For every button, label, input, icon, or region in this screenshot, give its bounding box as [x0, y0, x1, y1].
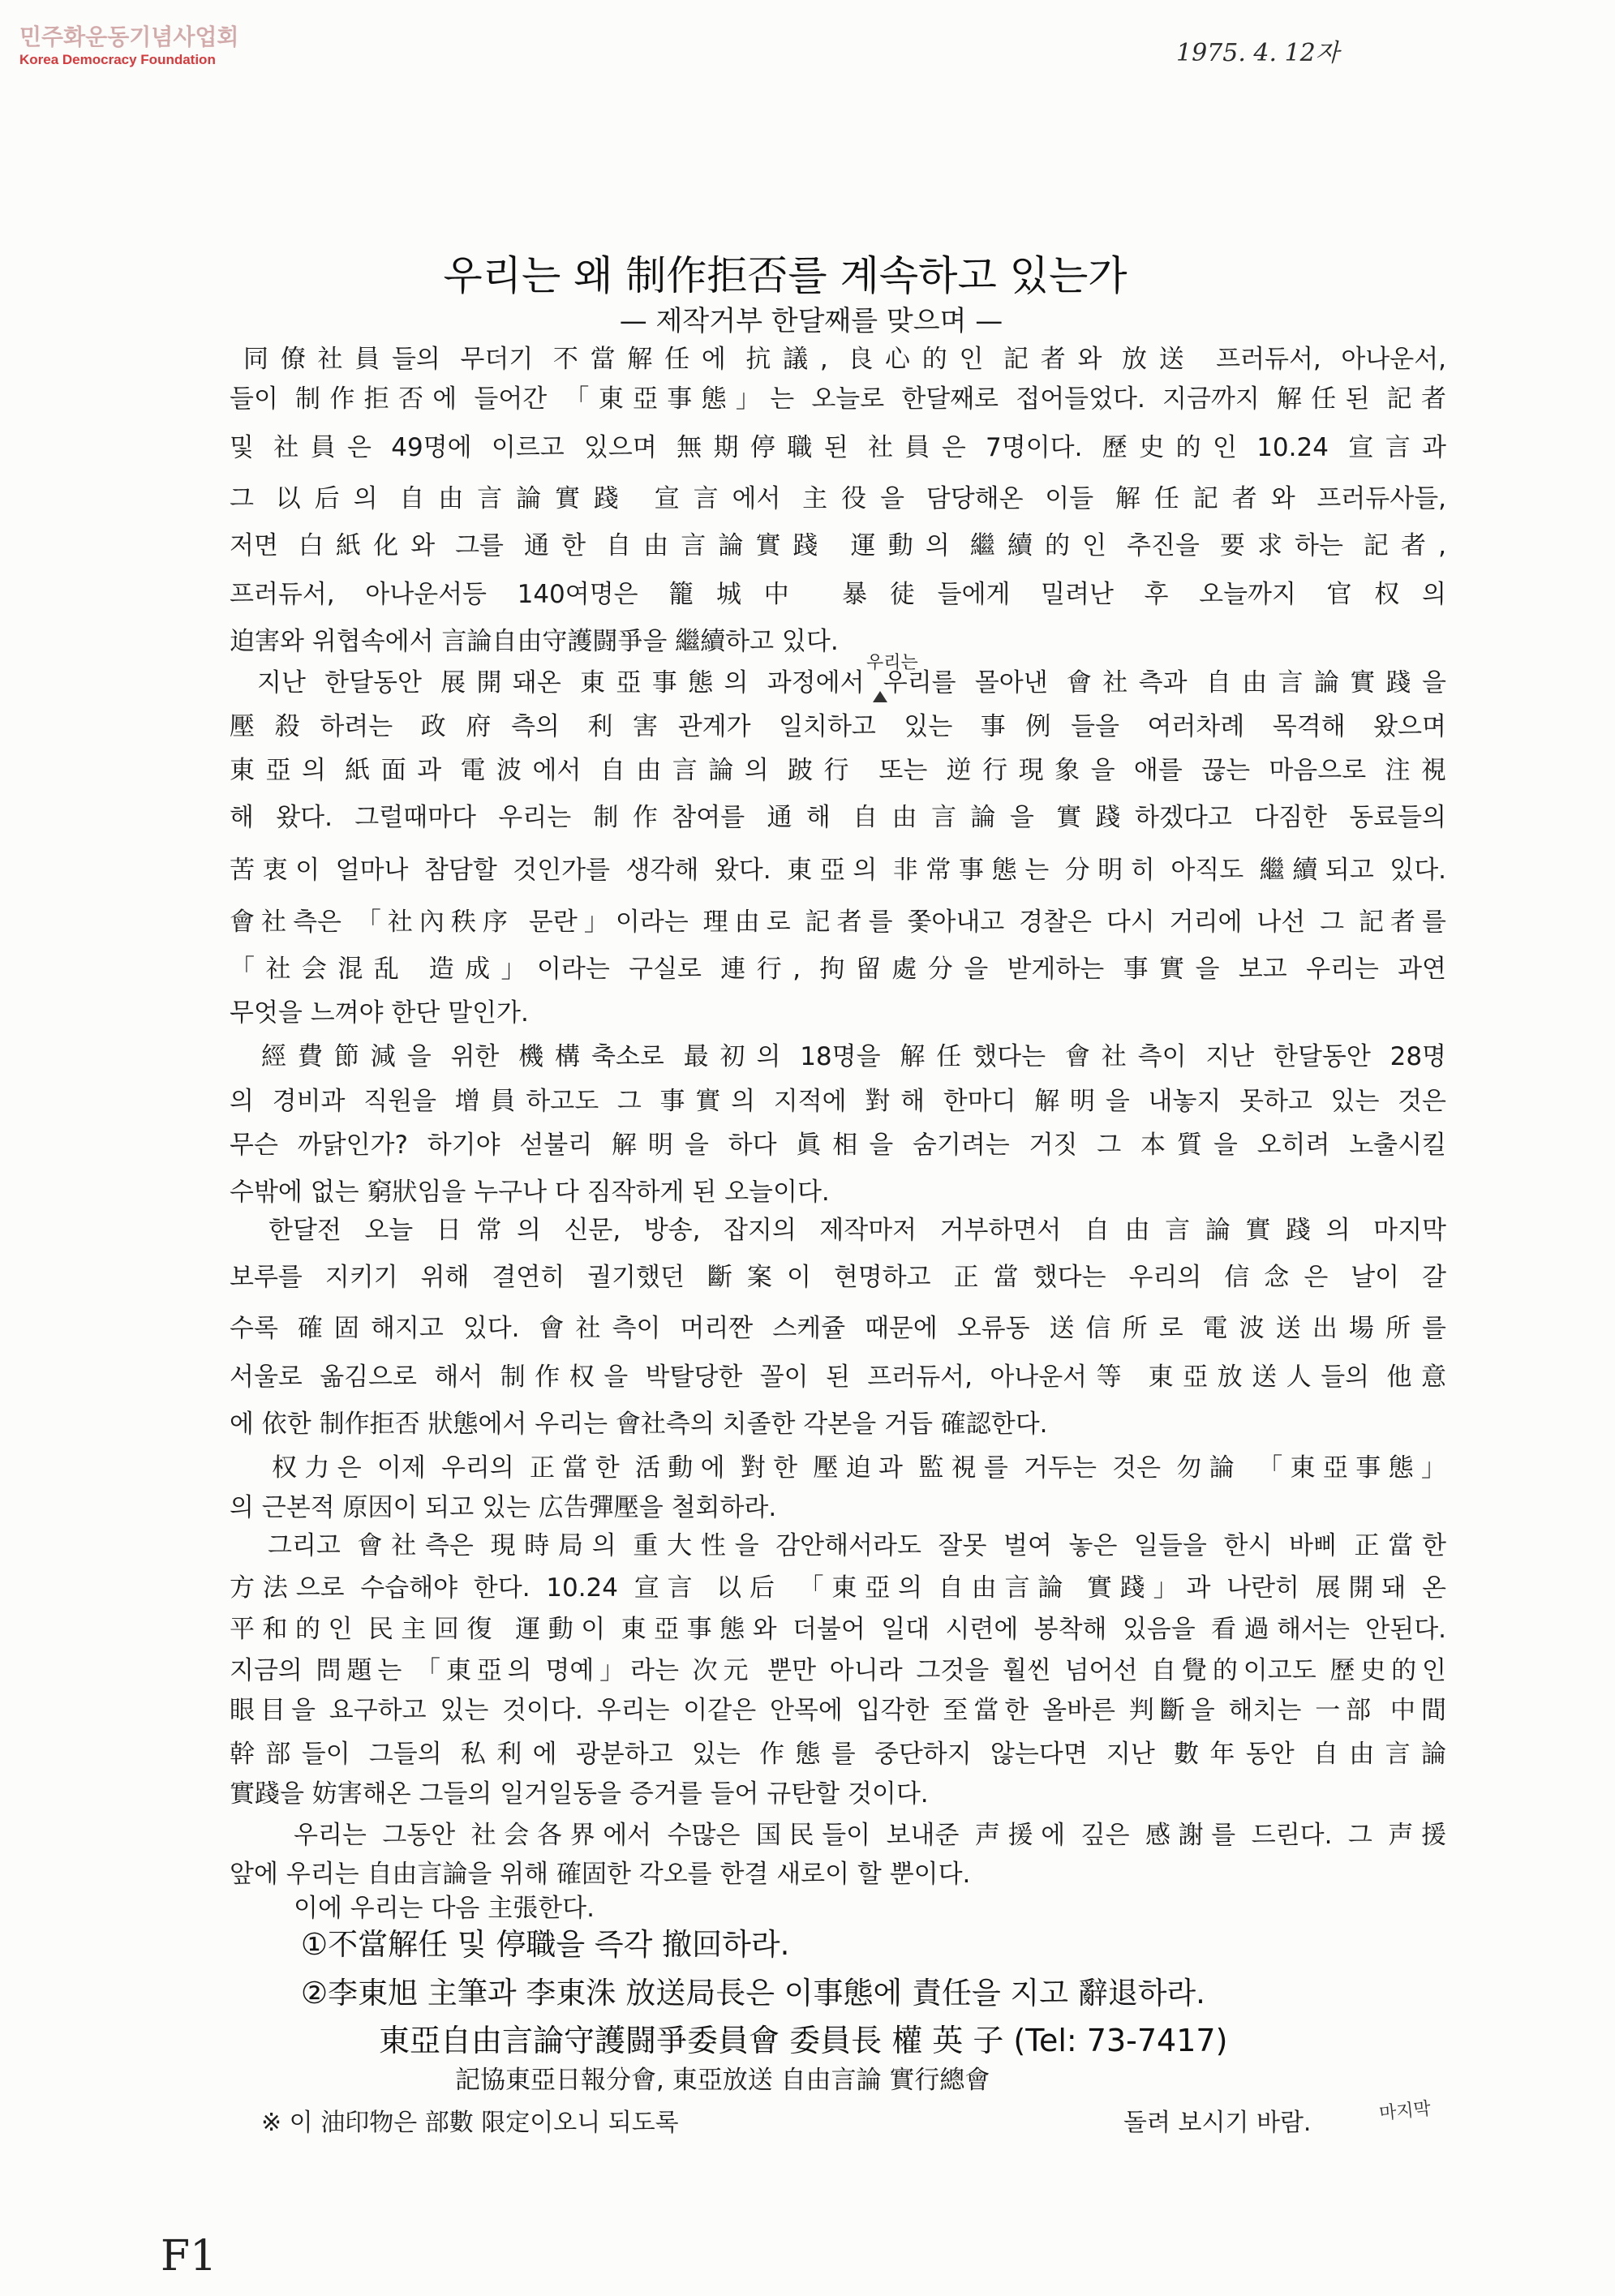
body-line: 의 근본적 原因이 되고 있는 広告彈壓을 철회하라. [230, 1493, 777, 1522]
footnote-left: ※ 이 油印物은 部數 限定이오니 되도록 [261, 2109, 679, 2137]
body-line: 의 경비과 직원을 增員하고도 그 事實의 지적에 對해 한마디 解明을 내놓지 못하고 있는 것은 [230, 1087, 1446, 1116]
body-line: 프러듀서, 아나운서등 140여명은 籠城中 暴徒들에게 밀려난 후 오늘까지 官权의 [230, 580, 1446, 609]
body-line: 및 社員은 49명에 이르고 있으며 無期停職된 社員은 7명이다. 歷史的인 10.24 宣言과 [230, 433, 1446, 462]
body-line: 우리는 그동안 社会各界에서 수많은 国民들이 보내준 声援에 깊은 感謝를 드린다. 그 声援 [294, 1821, 1446, 1850]
foundation-watermark-korean: 민주화운동기념사업회 [19, 24, 239, 50]
signature-affiliates: 記協東亞日報分會, 東亞放送 自由言論 實行總會 [455, 2066, 990, 2095]
body-line: 이에 우리는 다음 主張한다. [294, 1894, 595, 1923]
foundation-watermark-english: Korea Democracy Foundation [19, 52, 216, 67]
demand-item: ①不當解任 및 停職을 즉각 撤回하라. [301, 1927, 790, 1962]
handwritten-date: 1975. 4. 12자 [1176, 39, 1339, 67]
body-line: 「社会混乱 造成」이라는 구실로 連行, 拘留處分을 받게하는 事實을 보고 우리는 과연 [230, 955, 1446, 984]
body-line: 眼目을 요구하고 있는 것이다. 우리는 이같은 안목에 입각한 至當한 올바른 判斷을 해치는 一部 中間 [230, 1696, 1446, 1725]
body-line: 會社측은 「社內秩序 문란」이라는 理由로 記者를 쫓아내고 경찰은 다시 거리에 나선 그 記者를 [230, 908, 1446, 937]
document-subtitle: — 제작거부 한달째를 맞으며 — [619, 305, 1003, 337]
body-line: 지난 한달동안 展開돼온 東亞事態의 과정에서 우리를 몰아낸 會社측과 自由言論實踐을 [257, 668, 1446, 697]
body-line: 그리고 會社측은 現時局의 重大性을 감안해서라도 잘못 벌여 놓은 일들을 한시 바삐 正當한 [268, 1531, 1446, 1560]
body-line: 實踐을 妨害해온 그들의 일거일동을 증거를 들어 규탄할 것이다. [230, 1779, 929, 1809]
footnote-right: 돌려 보시기 바람. [1123, 2109, 1312, 2137]
body-line: 들이 制作拒否에 들어간 「東亞事態」는 오늘로 한달째로 접어들었다. 지금까지 解任된 記者 [230, 384, 1446, 414]
body-line: 무엇을 느껴야 한단 말인가. [230, 998, 529, 1028]
body-line: 해 왔다. 그럴때마다 우리는 制作참여를 通해 自由言論을 實踐하겠다고 다짐한 동료들의 [230, 803, 1446, 832]
body-line: 迫害와 위협속에서 言論自由守護闘爭을 繼續하고 있다. [230, 627, 839, 656]
inserted-word: 우리는 [866, 653, 918, 673]
body-line: 苦衷이 얼마나 참담할 것인가를 생각해 왔다. 東亞의 非常事態는 分明히 아직도 繼續되고 있다. [230, 856, 1446, 885]
body-line: 수밖에 없는 窮狀임을 누구나 다 짐작하게 된 오늘이다. [230, 1178, 830, 1207]
body-line: 权力은 이제 우리의 正當한 活動에 對한 壓迫과 監視를 거두는 것은 勿論 「東亞事態」 [272, 1453, 1446, 1483]
demand-item: ②李東旭 主筆과 李東洙 放送局長은 이事態에 責任을 지고 辭退하라. [301, 1976, 1205, 2011]
document-title: 우리는 왜 制作拒否를 계속하고 있는가 [443, 252, 1127, 299]
signature-committee: 東亞自由言論守護闘爭委員會 委員長 權 英 子 (Tel: 73-7417) [379, 2023, 1228, 2058]
body-line: 수록 確固해지고 있다. 會社측이 머리짠 스케쥴 때문에 오류동 送信所로 電波送出場所를 [230, 1314, 1446, 1343]
body-line: 에 依한 制作拒否 狀態에서 우리는 會社측의 치졸한 각본을 거듭 確認한다. [230, 1410, 1048, 1439]
body-line: 앞에 우리는 自由言論을 위해 確固한 각오를 한결 새로이 할 뿐이다. [230, 1860, 971, 1889]
body-line: 무슨 까닭인가? 하기야 섣불리 解明을 하다 眞相을 숨기려는 거짓 그 本質을 오히려 노출시킬 [230, 1131, 1446, 1160]
body-line: 平和的인 民主回復 運動이 東亞事態와 더불어 일대 시련에 봉착해 있음을 看過해서는 안된다. [230, 1615, 1446, 1644]
body-line: 그 以后의 自由言論實踐 宣言에서 主役을 담당해온 이들 解任記者와 프러듀사들, [230, 484, 1446, 513]
body-line: 지금의 問題는 「東亞의 명예」라는 次元 뿐만 아니라 그것을 훨씬 넘어선 自覺的이고도 歷史的인 [230, 1656, 1446, 1685]
body-line: 서울로 옮김으로 해서 制作权을 박탈당한 꼴이 된 프러듀서, 아나운서等 東亞放送人들의 他意 [230, 1363, 1446, 1392]
body-line: 幹部들이 그들의 私利에 광분하고 있는 作態를 중단하지 않는다면 지난 數年동안 自由言論 [230, 1740, 1446, 1769]
body-line: 보루를 지키기 위해 결연히 궐기했던 斷案이 현명하고 正當했다는 우리의 信念은 날이 갈 [230, 1263, 1446, 1292]
margin-note: 마지막 [1378, 2098, 1432, 2125]
file-mark: F1 [161, 2232, 217, 2281]
body-line: 經費節減을 위한 機構축소로 最初의 18명을 解任했다는 會社측이 지난 한달동안 28명 [261, 1042, 1446, 1071]
body-line: 壓殺하려는 政府측의 利害관계가 일치하고 있는 事例들을 여러차례 목격해 왔으며 [230, 712, 1446, 741]
body-line: 저면 白紙化와 그를 通한 自由言論實踐 運動의 繼續的인 추진을 要求하는 記者, [230, 531, 1446, 560]
body-line: 한달전 오늘 日常의 신문, 방송, 잡지의 제작마저 거부하면서 自由言論實踐의 마지막 [268, 1216, 1446, 1245]
body-line: 方法으로 수습해야 한다. 10.24 宣言 以后 「東亞의 自由言論 實踐」과 나란히 展開돼 온 [230, 1573, 1446, 1603]
body-line: 同僚社員들의 무더기 不當解任에 抗議, 良心的인 記者와 放送 프러듀서, 아나운서, [243, 345, 1446, 374]
body-line: 東亞의 紙面과 電波에서 自由言論의 跛行 또는 逆行現象을 애를 끊는 마음으로 注視 [230, 756, 1446, 785]
